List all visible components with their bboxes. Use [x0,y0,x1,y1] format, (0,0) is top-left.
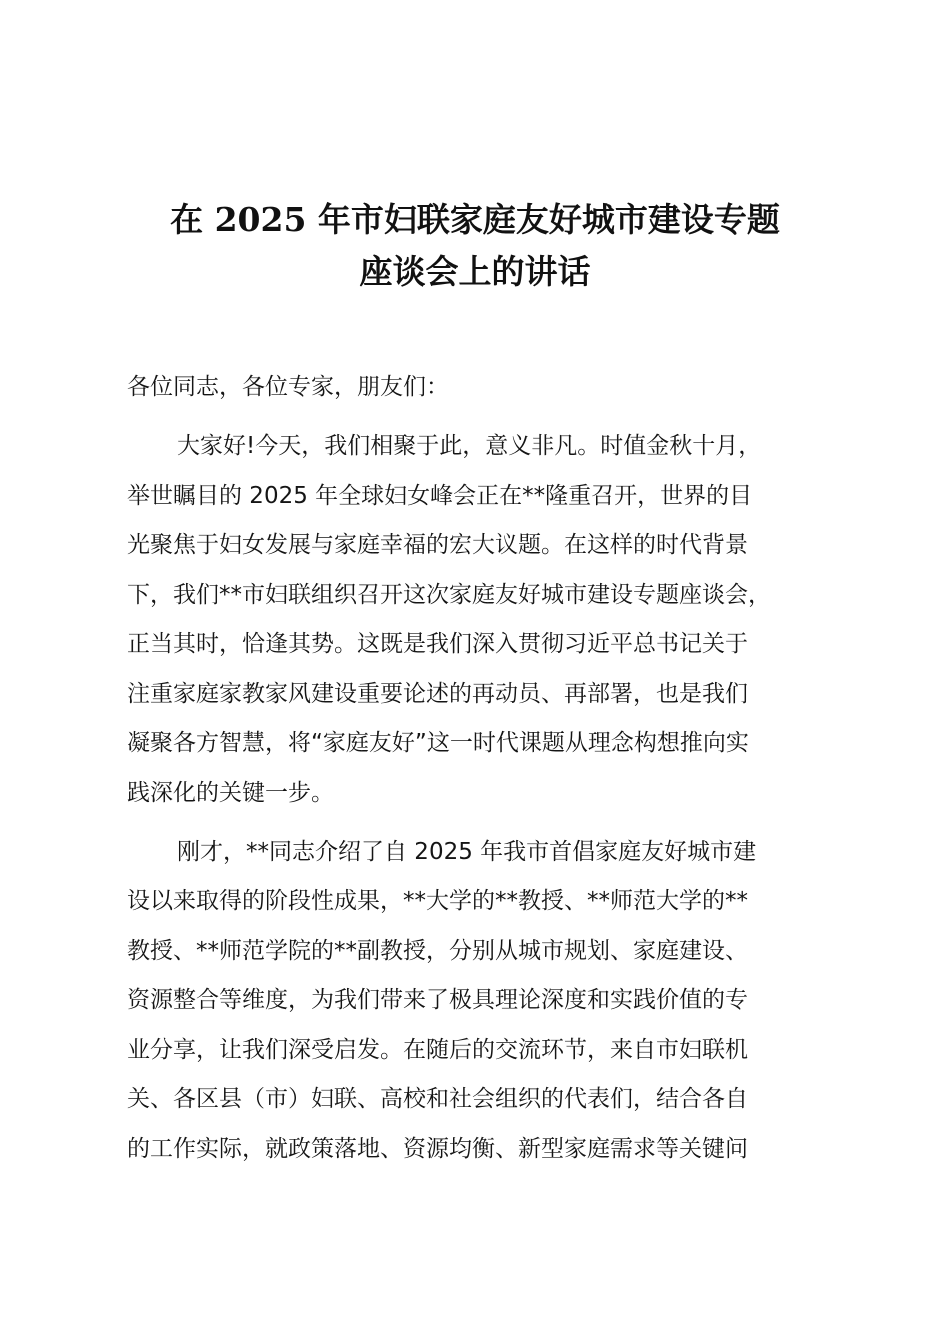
paragraph-1-line: 凝聚各方智慧，将“家庭友好”这一时代课题从理念构想推向实 [127,730,749,756]
paragraph-1-line: 践深化的关键一步。 [127,780,334,806]
paragraph-2-line: 教授、**师范学院的**副教授，分别从城市规划、家庭建设、 [127,938,748,964]
document-title-line-2: 座谈会上的讲话 [359,252,591,291]
paragraph-1-line: 大家好!今天，我们相聚于此，意义非凡。时值金秋十月， [177,433,762,459]
paragraph-1-line: 光聚焦于妇女发展与家庭幸福的宏大议题。在这样的时代背景 [127,532,748,558]
paragraph-1-line: 举世瞩目的 2025 年全球妇女峰会正在**隆重召开，世界的目 [127,483,753,509]
paragraph-1-line: 注重家庭家教家风建设重要论述的再动员、再部署，也是我们 [127,681,748,707]
paragraph-2-line: 的工作实际，就政策落地、资源均衡、新型家庭需求等关键问 [127,1136,748,1162]
salutation: 各位同志，各位专家，朋友们： [127,374,449,400]
document-title-line-1: 在 2025 年市妇联家庭友好城市建设专题 [170,200,780,239]
paragraph-2-line: 资源整合等维度，为我们带来了极具理论深度和实践价值的专 [127,987,748,1013]
paragraph-2-line: 业分享，让我们深受启发。在随后的交流环节，来自市妇联机 [127,1037,748,1063]
paragraph-1-line: 下，我们**市妇联组织召开这次家庭友好城市建设专题座谈会， [127,582,771,608]
paragraph-2-line: 刚才，**同志介绍了自 2025 年我市首倡家庭友好城市建 [177,839,757,865]
paragraph-2-line: 关、各区县（市）妇联、高校和社会组织的代表们，结合各自 [127,1086,748,1112]
paragraph-2-line: 设以来取得的阶段性成果，**大学的**教授、**师范大学的** [127,888,748,914]
paragraph-1-line: 正当其时，恰逢其势。这既是我们深入贯彻习近平总书记关于 [127,631,748,657]
